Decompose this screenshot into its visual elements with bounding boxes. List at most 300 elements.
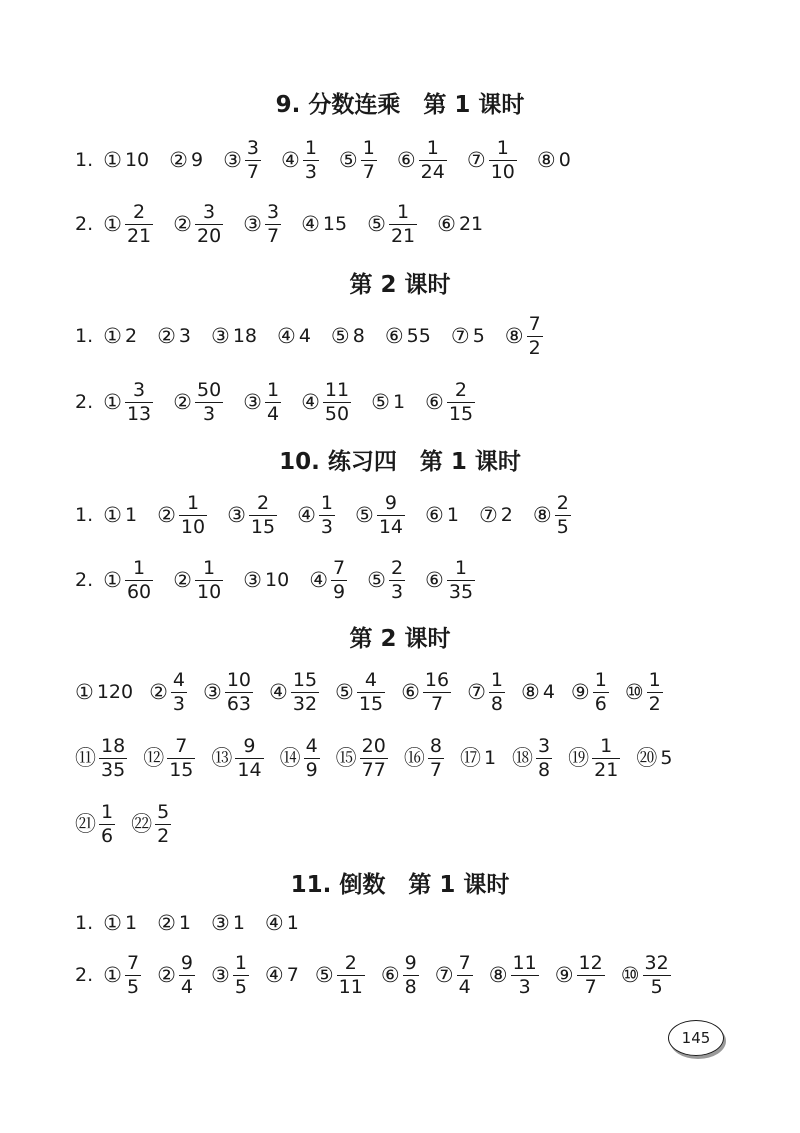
- answer-row: [75, 950, 687, 1000]
- fraction: [489, 136, 517, 183]
- numerator: 2: [344, 951, 357, 974]
- answer-value: 4: [298, 325, 311, 347]
- denominator: 3: [203, 402, 216, 425]
- answer-item: [103, 325, 137, 347]
- fraction: [337, 951, 365, 998]
- answer-value: 2: [500, 504, 513, 526]
- circled-number: ③: [210, 910, 230, 935]
- answer-item: [401, 668, 451, 715]
- numerator: 4: [305, 734, 318, 757]
- circled-number: ⑤: [330, 323, 350, 348]
- answer-item: [173, 556, 223, 603]
- fraction: [447, 378, 475, 425]
- fraction: [249, 491, 277, 538]
- fraction: [179, 951, 195, 998]
- circled-number: ⑮: [335, 745, 357, 770]
- answer-value: 1: [483, 747, 497, 769]
- fraction: [167, 734, 195, 781]
- circled-number: ④: [264, 910, 284, 935]
- fraction: [125, 378, 153, 425]
- fraction: [171, 668, 187, 715]
- answer-item: [243, 569, 289, 591]
- circled-number: ②: [173, 567, 192, 592]
- numerator: 2: [133, 200, 146, 223]
- denominator: 15: [358, 692, 384, 715]
- answer-item: [466, 136, 517, 183]
- answer-item: [103, 200, 153, 247]
- denominator: 7: [429, 758, 442, 781]
- answer-item: [157, 325, 191, 347]
- circled-number: ⑧: [488, 962, 508, 987]
- denominator: 35: [448, 580, 474, 603]
- answer-item: [75, 681, 133, 703]
- answer-item: [143, 734, 195, 781]
- answer-item: [173, 200, 223, 247]
- answer-item: [297, 491, 335, 538]
- answer-value: 3: [178, 325, 191, 347]
- answer-value: 1: [124, 912, 138, 934]
- denominator: 4: [458, 975, 471, 998]
- fraction: [303, 136, 319, 183]
- numerator: 4: [364, 668, 378, 691]
- answer-item: [570, 668, 609, 715]
- circled-number: ③: [243, 567, 262, 592]
- numerator: 1: [600, 734, 613, 757]
- fraction: [489, 668, 505, 715]
- numerator: 5: [157, 800, 170, 823]
- answer-item: [425, 556, 475, 603]
- answer-value: 1: [124, 504, 138, 526]
- circled-number: ⑤: [367, 567, 386, 592]
- section-title: 11. 倒数 第 1 课时: [290, 872, 510, 898]
- answer-item: [532, 491, 571, 538]
- answer-item: [512, 734, 552, 781]
- numerator: 1: [267, 378, 280, 401]
- denominator: 13: [126, 402, 152, 425]
- circled-number: ②: [157, 502, 176, 527]
- denominator: 3: [390, 580, 404, 603]
- numerator: 1: [490, 668, 503, 691]
- answer-item: [488, 951, 539, 998]
- circled-number: ⑥: [425, 502, 444, 527]
- answer-item: [425, 504, 459, 526]
- answer-item: [269, 668, 319, 715]
- numerator: 1: [133, 556, 146, 579]
- answer-item: [131, 800, 171, 847]
- denominator: 21: [390, 224, 416, 247]
- answer-value: 1: [232, 912, 245, 934]
- question-number: 2.: [75, 391, 94, 413]
- fraction: [593, 668, 609, 715]
- question-number: 1.: [75, 149, 94, 171]
- fraction: [389, 200, 417, 247]
- numerator: 7: [458, 951, 471, 974]
- fraction: [647, 668, 663, 715]
- numerator: 1: [186, 491, 200, 514]
- answer-item: [223, 136, 261, 183]
- answer-item: [157, 912, 191, 934]
- denominator: 7: [246, 160, 259, 183]
- denominator: 10: [180, 515, 206, 538]
- fraction: [233, 951, 249, 998]
- fraction: [419, 136, 447, 183]
- circled-number: ①: [103, 211, 122, 236]
- numerator: 3: [267, 200, 280, 223]
- answer-row: [75, 311, 563, 361]
- numerator: 2: [454, 378, 467, 401]
- answer-value: 7: [286, 964, 299, 986]
- circled-number: ⑫: [143, 745, 165, 770]
- fraction: [357, 668, 385, 715]
- circled-number: ⑧: [504, 323, 524, 348]
- denominator: 10: [490, 160, 515, 183]
- numerator: 11: [324, 378, 350, 401]
- section-title: 10. 练习四 第 1 课时: [279, 449, 521, 475]
- numerator: 8: [429, 734, 442, 757]
- denominator: 24: [420, 160, 445, 183]
- circled-number: ⑩: [624, 679, 644, 704]
- circled-number: ④: [264, 962, 284, 987]
- denominator: 4: [180, 975, 193, 998]
- denominator: 5: [650, 975, 663, 998]
- answer-value: 18: [232, 325, 257, 347]
- denominator: 14: [237, 758, 262, 781]
- circled-number: ④: [281, 147, 300, 172]
- answer-item: [279, 734, 320, 781]
- numerator: 3: [203, 200, 216, 223]
- answer-item: [425, 378, 475, 425]
- circled-number: ㉒: [131, 811, 153, 836]
- circled-number: ③: [203, 679, 222, 704]
- answer-item: [460, 747, 496, 769]
- answer-value: 5: [660, 747, 673, 769]
- denominator: 2: [157, 824, 170, 847]
- denominator: 9: [305, 758, 318, 781]
- circled-number: ⑰: [459, 745, 481, 770]
- answer-row: [75, 733, 688, 783]
- fraction: [323, 378, 351, 425]
- fraction: [155, 800, 171, 847]
- circled-number: ⑥: [384, 323, 404, 348]
- denominator: 15: [169, 758, 194, 781]
- fraction: [511, 951, 539, 998]
- fraction: [643, 951, 671, 998]
- fraction: [179, 491, 207, 538]
- denominator: 7: [430, 692, 444, 715]
- circled-number: ②: [149, 679, 168, 704]
- section-title: 9. 分数连乘 第 1 课时: [275, 92, 525, 118]
- answer-value: 1: [392, 391, 406, 413]
- answer-value: 1: [286, 912, 299, 934]
- circled-number: ⑨: [570, 679, 590, 704]
- circled-number: ②: [173, 389, 192, 414]
- answer-item: [554, 951, 605, 998]
- answer-item: [309, 556, 347, 603]
- answer-item: [210, 951, 249, 998]
- answer-row: [75, 555, 495, 605]
- fraction: [265, 378, 281, 425]
- circled-number: ⑥: [401, 679, 420, 704]
- answer-item: [331, 325, 365, 347]
- circled-number: ③: [223, 147, 242, 172]
- answer-row: [75, 799, 187, 849]
- answer-item: [103, 504, 137, 526]
- circled-number: ⑦: [450, 323, 470, 348]
- circled-number: ①: [75, 679, 94, 704]
- answer-item: [103, 378, 153, 425]
- question-number: 1.: [75, 912, 94, 934]
- numerator: 10: [226, 668, 252, 691]
- denominator: 32: [292, 692, 318, 715]
- denominator: 8: [538, 758, 551, 781]
- fraction: [555, 491, 571, 538]
- fraction: [195, 378, 223, 425]
- denominator: 5: [556, 515, 569, 538]
- answer-item: [537, 149, 571, 171]
- answer-item: [149, 668, 187, 715]
- question-number: 2.: [75, 964, 94, 986]
- numerator: 1: [304, 136, 317, 159]
- denominator: 63: [226, 692, 252, 715]
- answer-item: [75, 800, 115, 847]
- circled-number: ㉑: [75, 811, 96, 836]
- answer-item: [211, 325, 257, 347]
- fraction: [457, 951, 473, 998]
- circled-number: ④: [297, 502, 316, 527]
- answer-item: [451, 325, 485, 347]
- numerator: 2: [556, 491, 569, 514]
- fraction: [592, 734, 620, 781]
- numerator: 1: [362, 136, 375, 159]
- numerator: 11: [512, 951, 537, 974]
- answer-value: 8: [352, 325, 365, 347]
- circled-number: ①: [103, 567, 122, 592]
- numerator: 12: [578, 951, 603, 974]
- answer-row: [75, 377, 495, 427]
- numerator: 3: [246, 136, 259, 159]
- answer-item: [281, 136, 319, 183]
- answer-item: [265, 964, 299, 986]
- answer-item: [338, 136, 377, 183]
- answer-row: [75, 667, 679, 717]
- denominator: 15: [250, 515, 276, 538]
- numerator: 16: [424, 668, 450, 691]
- circled-number: ④: [269, 679, 288, 704]
- denominator: 3: [172, 692, 186, 715]
- fraction: [99, 800, 115, 847]
- circled-number: ⑤: [314, 962, 334, 987]
- answer-value: 1: [178, 912, 191, 934]
- fraction: [577, 951, 605, 998]
- circled-number: ②: [157, 910, 176, 935]
- answer-item: [335, 668, 385, 715]
- numerator: 1: [496, 136, 509, 159]
- answer-item: [396, 136, 447, 183]
- numerator: 9: [404, 951, 417, 974]
- answer-item: [103, 912, 137, 934]
- circled-number: ①: [103, 502, 122, 527]
- fraction: [527, 312, 543, 359]
- fraction: [125, 200, 153, 247]
- answer-item: [103, 951, 141, 998]
- circled-number: ③: [243, 389, 262, 414]
- circled-number: ①: [103, 323, 122, 348]
- answer-value: 9: [190, 149, 204, 171]
- circled-number: ⑤: [338, 147, 358, 172]
- numerator: 1: [234, 951, 247, 974]
- numerator: 3: [538, 734, 551, 757]
- numerator: 15: [292, 668, 318, 691]
- denominator: 7: [362, 160, 375, 183]
- denominator: 4: [267, 402, 280, 425]
- circled-number: ⑤: [355, 502, 374, 527]
- question-number: 2.: [75, 569, 94, 591]
- denominator: 8: [490, 692, 503, 715]
- circled-number: ⑭: [279, 745, 301, 770]
- fraction: [304, 734, 320, 781]
- circled-number: ⑤: [367, 211, 386, 236]
- answer-item: [157, 951, 195, 998]
- answer-item: [75, 734, 127, 781]
- fraction: [447, 556, 475, 603]
- answer-value: 21: [458, 213, 484, 235]
- circled-number: ⑥: [437, 211, 456, 236]
- answer-item: [380, 951, 419, 998]
- denominator: 50: [324, 402, 350, 425]
- answer-item: [243, 378, 281, 425]
- circled-number: ①: [103, 147, 122, 172]
- fraction: [235, 734, 263, 781]
- fraction: [536, 734, 552, 781]
- denominator: 14: [378, 515, 404, 538]
- answer-item: [265, 912, 299, 934]
- denominator: 21: [594, 758, 619, 781]
- fraction: [195, 556, 223, 603]
- fraction: [389, 556, 405, 603]
- circled-number: ②: [173, 211, 192, 236]
- denominator: 77: [361, 758, 386, 781]
- fraction: [125, 951, 141, 998]
- numerator: 9: [180, 951, 193, 974]
- numerator: 1: [454, 556, 467, 579]
- answer-item: [103, 149, 149, 171]
- circled-number: ⑯: [403, 745, 425, 770]
- answer-value: 120: [96, 681, 134, 703]
- circled-number: ⑥: [425, 389, 444, 414]
- numerator: 1: [320, 491, 334, 514]
- answer-item: [434, 951, 473, 998]
- circled-number: ③: [210, 962, 230, 987]
- numerator: 7: [175, 734, 188, 757]
- circled-number: ①: [103, 389, 122, 414]
- numerator: 18: [101, 734, 126, 757]
- numerator: 1: [426, 136, 439, 159]
- fraction: [245, 136, 261, 183]
- question-number: 2.: [75, 213, 94, 235]
- denominator: 11: [338, 975, 363, 998]
- answer-item: [157, 491, 207, 538]
- circled-number: ⑲: [568, 745, 590, 770]
- fraction: [403, 951, 419, 998]
- circled-number: ③: [243, 211, 262, 236]
- denominator: 3: [320, 515, 334, 538]
- denominator: 60: [126, 580, 152, 603]
- denominator: 15: [448, 402, 474, 425]
- answer-row: [75, 490, 591, 540]
- circled-number: ⑦: [478, 502, 498, 527]
- circled-number: ①: [103, 962, 122, 987]
- answer-item: [467, 668, 505, 715]
- numerator: 2: [390, 556, 404, 579]
- answer-item: [301, 378, 351, 425]
- answer-item: [243, 200, 281, 247]
- answer-value: 55: [406, 325, 431, 347]
- question-number: 1.: [75, 504, 94, 526]
- denominator: 8: [404, 975, 417, 998]
- answer-item: [227, 491, 277, 538]
- circled-number: ④: [277, 323, 296, 348]
- numerator: 1: [594, 668, 607, 691]
- denominator: 3: [304, 160, 317, 183]
- denominator: 10: [196, 580, 222, 603]
- circled-number: ⑳: [636, 745, 658, 770]
- answer-value: 10: [265, 569, 290, 591]
- circled-number: ⑧: [532, 502, 552, 527]
- fraction: [99, 734, 127, 781]
- denominator: 2: [648, 692, 661, 715]
- answer-value: 4: [542, 681, 555, 703]
- circled-number: ⑦: [467, 679, 486, 704]
- circled-number: ⑥: [425, 567, 444, 592]
- circled-number: ②: [169, 147, 188, 172]
- answer-value: 0: [558, 149, 571, 171]
- answer-item: [301, 213, 347, 235]
- circled-number: ⑤: [335, 679, 354, 704]
- circled-number: ⑥: [380, 962, 400, 987]
- numerator: 1: [203, 556, 216, 579]
- section-title: 第 2 课时: [349, 272, 451, 298]
- answer-item: [103, 556, 153, 603]
- question-number: 1.: [75, 325, 94, 347]
- denominator: 7: [267, 224, 280, 247]
- answer-value: 2: [124, 325, 138, 347]
- numerator: 20: [361, 734, 386, 757]
- answer-item: [211, 734, 263, 781]
- circled-number: ⑧: [521, 679, 540, 704]
- answer-item: [277, 325, 311, 347]
- answer-item: [568, 734, 620, 781]
- fraction: [361, 136, 377, 183]
- answer-item: [367, 556, 405, 603]
- numerator: 2: [256, 491, 270, 514]
- numerator: 9: [384, 491, 397, 514]
- denominator: 9: [333, 580, 346, 603]
- denominator: 2: [528, 336, 541, 359]
- denominator: 5: [126, 975, 140, 998]
- fraction: [377, 491, 405, 538]
- circled-number: ⑬: [211, 745, 233, 770]
- numerator: 32: [644, 951, 669, 974]
- circled-number: ④: [301, 389, 320, 414]
- answer-item: [636, 747, 672, 769]
- circled-number: ⑥: [396, 147, 416, 172]
- answer-item: [479, 504, 513, 526]
- numerator: 7: [528, 312, 541, 335]
- denominator: 3: [518, 975, 531, 998]
- circled-number: ③: [210, 323, 230, 348]
- circled-number: ③: [227, 502, 246, 527]
- numerator: 4: [172, 668, 186, 691]
